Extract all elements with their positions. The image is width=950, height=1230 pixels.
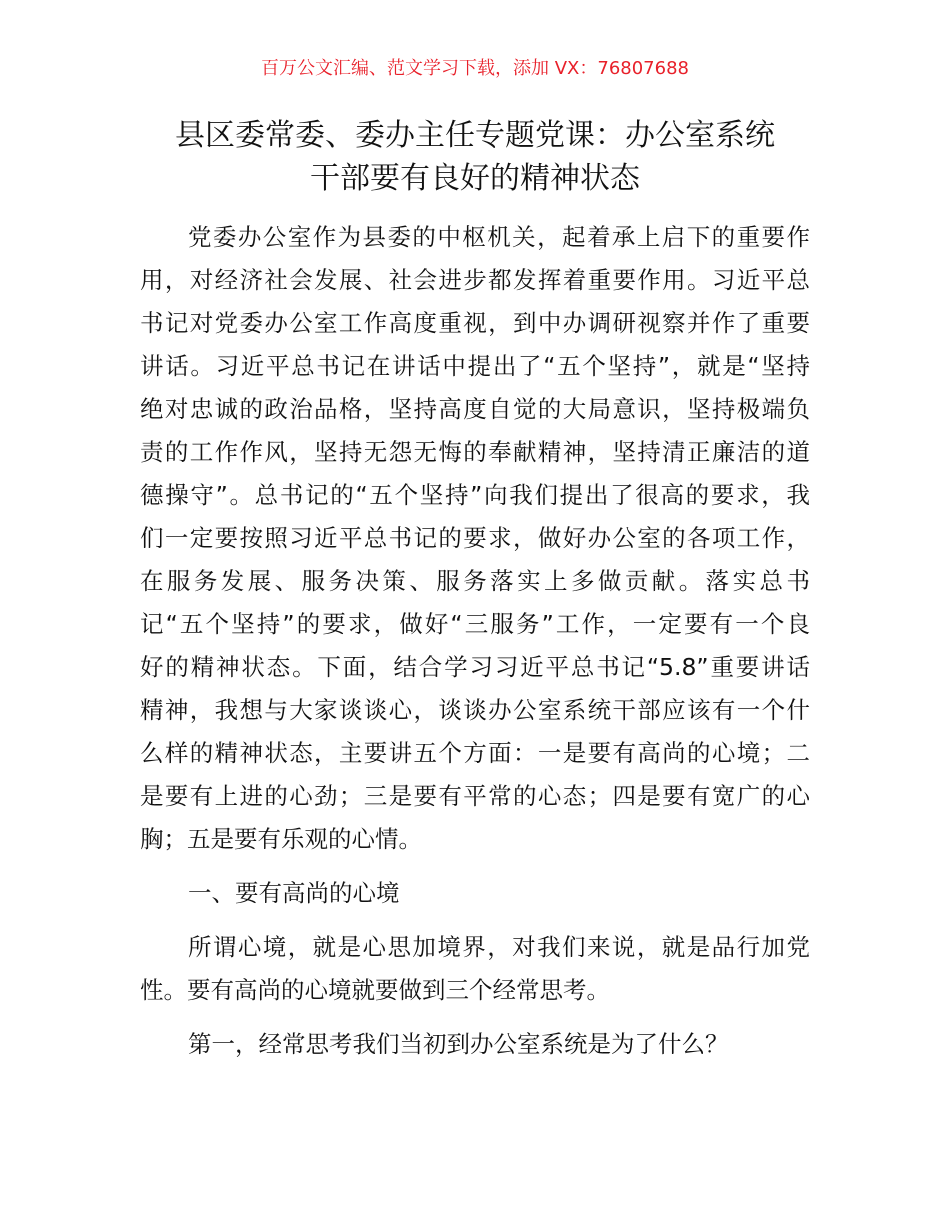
text-line: 们一定要按照习近平总书记的要求，做好办公室的各项工作， xyxy=(140,524,810,552)
text-line: 绝对忠诚的政治品格，坚持高度自觉的大局意识，坚持极端负 xyxy=(140,395,810,423)
text-line: 责的工作作风，坚持无怨无悔的奉献精神，坚持清正廉洁的道 xyxy=(140,438,810,466)
text-line: 胸；五是要有乐观的心情。 xyxy=(140,825,422,853)
text-line: 是要有上进的心劲；三是要有平常的心态；四是要有宽广的心 xyxy=(140,782,810,810)
title-line: 干部要有良好的精神状态 xyxy=(310,161,640,196)
section-heading xyxy=(140,872,810,915)
text-line: 讲话。习近平总书记在讲话中提出了“五个坚持”，就是“坚持 xyxy=(140,352,810,380)
paragraph xyxy=(140,1023,810,1066)
text-line: 一、要有高尚的心境 xyxy=(188,879,400,907)
text-line: 德操守”。总书记的“五个坚持”向我们提出了很高的要求，我 xyxy=(140,481,810,509)
watermark-header: 百万公文汇编、范文学习下载，添加 VX：76807688 xyxy=(261,58,689,79)
text-line: 书记对党委办公室工作高度重视，到中办调研视察并作了重要 xyxy=(140,309,810,337)
document-title xyxy=(120,114,830,200)
text-line: 记“五个坚持”的要求，做好“三服务”工作，一定要有一个良 xyxy=(140,610,810,638)
title-line: 县区委常委、委办主任专题党课：办公室系统 xyxy=(175,118,775,153)
text-line: 党委办公室作为县委的中枢机关，起着承上启下的重要作 xyxy=(188,223,810,251)
document-body xyxy=(140,216,810,1077)
text-line: 精神，我想与大家谈谈心，谈谈办公室系统干部应该有一个什 xyxy=(140,696,810,724)
paragraph xyxy=(140,216,810,861)
text-line: 在服务发展、服务决策、服务落实上多做贡献。落实总书 xyxy=(140,567,810,595)
paragraph xyxy=(140,926,810,1012)
text-line: 所谓心境，就是心思加境界，对我们来说，就是品行加党 xyxy=(188,933,810,961)
text-line: 用，对经济社会发展、社会进步都发挥着重要作用。习近平总 xyxy=(140,266,810,294)
text-line: 性。要有高尚的心境就要做到三个经常思考。 xyxy=(140,976,610,1004)
text-line: 么样的精神状态，主要讲五个方面：一是要有高尚的心境；二 xyxy=(140,739,810,767)
text-line: 第一，经常思考我们当初到办公室系统是为了什么？ xyxy=(188,1030,729,1058)
text-line: 好的精神状态。下面，结合学习习近平总书记“5.8”重要讲话 xyxy=(140,653,810,681)
